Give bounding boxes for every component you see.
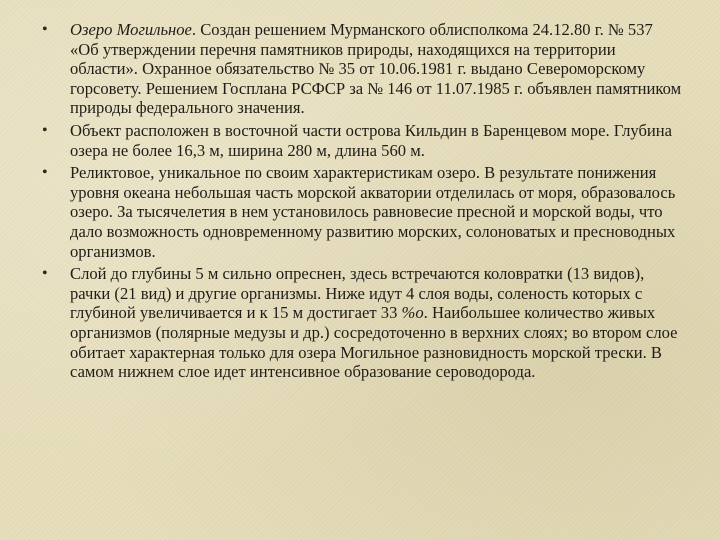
bullet-marker: • xyxy=(42,121,48,139)
salinity-unit: %o xyxy=(401,303,424,323)
bullet-text: Реликтовое, уникальное по своим характеристикам озеро. В результате понижения уровня океана небольшая часть морской акватории отделилась от моря, образовалось озеро. За тысячелетия в нем установилось равновесие пресной и морской воды, что дало возможность одновременному развитию морских, солоноватых и пресноводных организмов. xyxy=(70,163,676,261)
lake-name: Озеро Могильное xyxy=(70,20,192,39)
bullet-marker: • xyxy=(42,265,48,283)
bullet-marker: • xyxy=(42,21,48,38)
bullet-text: Слой до глубины 5 м сильно опреснен, здесь встречаются коловратки (13 видов), рачки (21 вид) и другие организмы. Ниже идут 4 слоя воды, соленость которых с глубиной увеличивается и к 15 м достигает 33 xyxy=(70,264,645,323)
bullet-text: . Создан решением Мурманского облисполкома 24.12.80 г. № 537 «Об утверждении перечня памятников природы, находящихся на территории области». Охранное обязательство № 35 от 10.06.1981 г. выдано Североморскому горсовету. Решением Госплана РСФСР за № 146 от 11.07.1985 г. объявлен памятником природы федерального значения. xyxy=(70,20,682,118)
bullet-marker: • xyxy=(42,164,48,182)
bullet-text: Объект расположен в восточной части острова Кильдин в Баренцевом море. Глубина озера не более 16,3 м, ширина 280 м, длина 560 м. xyxy=(70,120,673,160)
bullet-text-continued: . Наибольшее количество живых организмов (полярные медузы и др.) сосредоточенно в верхних слоях; во втором слое обитает характерная только для озера Могильное разновидность морской трески. В самом нижнем слое идет интенсивное образование сероводорода. xyxy=(70,303,678,382)
bullet-item-layers xyxy=(42,264,682,382)
bullet-list xyxy=(42,20,682,385)
bullet-item-designation xyxy=(42,20,682,118)
bullet-item-relict xyxy=(42,163,682,261)
bullet-item-location xyxy=(42,121,682,160)
